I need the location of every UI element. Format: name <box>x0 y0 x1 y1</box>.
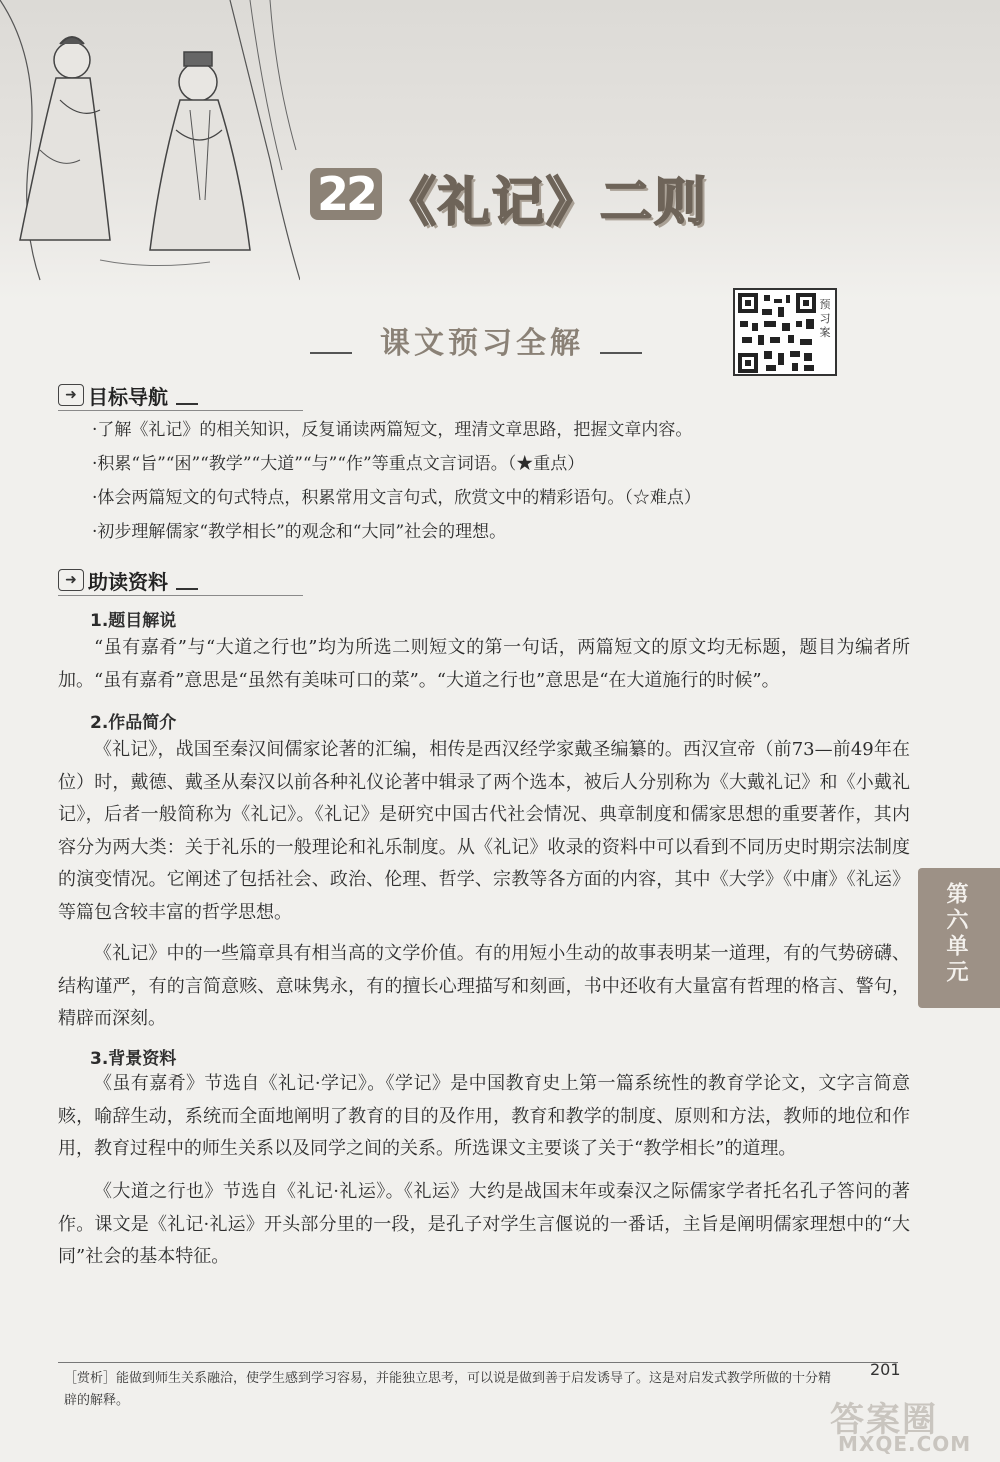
section-title: 课文预习全解 <box>380 326 584 361</box>
watermark-text: 答案圈 <box>830 1400 938 1440</box>
unit-side-tab-label: 第六单元 <box>943 882 968 986</box>
qr-code[interactable] <box>733 288 837 376</box>
subheading-title-explanation: 1.题目解说 <box>90 611 177 631</box>
goals-heading-rule <box>58 410 303 411</box>
heading-dash <box>176 588 198 590</box>
paragraph-background-1: 《虽有嘉肴》节选自《礼记·学记》。《学记》是中国教育史上第一篇系统性的教育学论文，文字言简意赅，喻辞生动，系统而全面地阐明了教育的目的及作用，教育和教学的制度、原则和方法，教师的地位和作用，教育过程中的师生关系以及同学之间的关系。所选课文主要谈了关于“教学相长”的道理。 <box>58 1073 910 1159</box>
section-title-block <box>310 318 640 361</box>
lesson-title: 《礼记》二则 <box>384 173 709 233</box>
paragraph-literary-value: 《礼记》中的一些篇章具有相当高的文学价值。有的用短小生动的故事表明某一道理，有的气势磅礴、结构谨严，有的言简意赅、意味隽永，有的擅长心理描写和刻画，书中还收有大量富有哲理的格言、警句，精辟而深刻。 <box>58 943 910 1029</box>
classical-figures-illustration <box>0 0 300 300</box>
paragraph-work-intro: 《礼记》，战国至秦汉间儒家论著的汇编，相传是西汉经学家戴圣编纂的。西汉宣帝（前73—前49年在位）时，戴德、戴圣从秦汉以前各种礼仪论著中辑录了两个选本，被后人分别称为《大戴礼记》和《小戴礼记》，后者一般简称为《礼记》。《礼记》是研究中国古代社会情况、典章制度和儒家思想的重要著作，其内容分为两大类：关于礼乐的一般理论和礼乐制度。从《礼记》收录的资料中可以看到不同历史时期宗法制度的演变情况。它阐述了包括社会、政治、伦理、哲学、宗教等各方面的内容，其中《大学》《中庸》《礼运》等篇包含较丰富的哲学思想。 <box>58 739 910 923</box>
goals-heading <box>58 381 308 409</box>
qr-pattern-icon <box>738 293 816 373</box>
reading-heading <box>58 566 308 594</box>
arrow-icon: ➜ <box>58 569 84 591</box>
watermark-logo <box>820 1392 996 1458</box>
goal-item: ·了解《礼记》的相关知识，反复诵读两篇短文，理清文章思路，把握文章内容。 <box>92 420 693 440</box>
reading-heading-text: 助读资料 <box>88 569 168 594</box>
watermark-url: MXQE.COM <box>838 1432 972 1456</box>
goal-item: ·初步理解儒家“教学相长”的观念和“大同”社会的理想。 <box>92 522 507 542</box>
goal-item: ·体会两篇短文的句式特点，积累常用文言句式，欣赏文中的精彩语句。（☆难点） <box>92 488 701 508</box>
paragraph-title-explanation: “虽有嘉肴”与“大道之行也”均为所选二则短文的第一句话，两篇短文的原文均无标题，题目为编者所加。“虽有嘉肴”意思是“虽然有美味可口的菜”。“大道之行也”意思是“在大道施行的时候”。 <box>58 637 910 691</box>
subheading-work-intro: 2.作品简介 <box>90 713 177 733</box>
qr-label: 预习案 <box>819 298 831 339</box>
subheading-background: 3.背景资料 <box>90 1049 177 1069</box>
goals-heading-text: 目标导航 <box>88 384 168 409</box>
page-number: 201 <box>870 1360 901 1379</box>
title-rule-left <box>310 352 352 354</box>
goal-item: ·积累“旨”“困”“教学”“大道”“与”“作”等重点文言词语。（★重点） <box>92 454 585 474</box>
footer-rule <box>58 1362 898 1363</box>
title-rule-right <box>600 352 642 354</box>
unit-side-tab[interactable] <box>918 868 1000 1008</box>
lesson-number: 22 <box>310 168 382 220</box>
arrow-icon: ➜ <box>58 384 84 406</box>
paragraph-background-2: 《大道之行也》节选自《礼记·礼运》。《礼运》大约是战国末年或秦汉之际儒家学者托名孔子答问的著作。课文是《礼记·礼运》开头部分里的一段，是孔子对学生言偃说的一番话，主旨是阐明儒家理想中的“大同”社会的基本特征。 <box>58 1181 910 1267</box>
heading-dash <box>176 403 198 405</box>
footer-note: ［赏析］能做到师生关系融洽，使学生感到学习容易，并能独立思考，可以说是做到善于启发诱导了。这是对启发式教学所做的十分精辟的解释。 <box>64 1371 832 1408</box>
reading-heading-rule <box>58 595 303 596</box>
